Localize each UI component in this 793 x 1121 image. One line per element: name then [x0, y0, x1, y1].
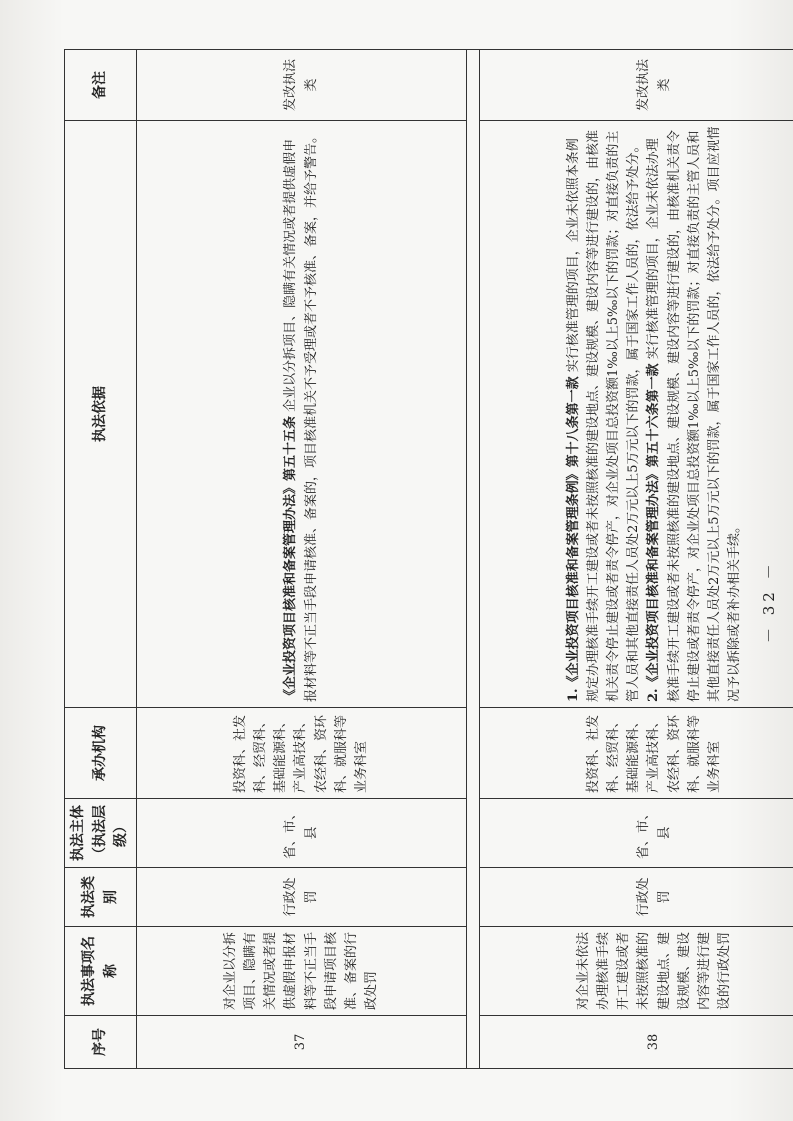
row-spacer	[467, 50, 480, 1069]
table-row	[480, 50, 793, 1069]
row-note: 发改执法类	[480, 50, 793, 121]
row-dept: 投资科、社发科、经贸科、基础能源科、产业高技科、农经科、资环科、就服科等业务科室	[137, 708, 467, 799]
header-basis: 执法依据	[65, 121, 137, 708]
row-name: 对企业未依法办理核准手续开工建设或者未按照核准的建设地点、建设规模、建设内容等进行建设的行政处罚	[480, 927, 793, 1016]
basis-paragraph	[281, 126, 321, 702]
header-subject: 执法主体（执法层级）	[65, 799, 137, 868]
header-type: 执法类别	[65, 868, 137, 927]
row-subject: 省、市、县	[137, 799, 467, 868]
row-subject: 省、市、县	[480, 799, 793, 868]
basis-text: 实行核准管理的项目，企业未依法办理核准手续开工建设或者未按照核准的建设地点、建设规模、建设内容等进行建设的，由核准机关责令停止建设或者责令停产，对企业处项目总投资额1‰以上5‰以下的罚款；对直接负责的主管人员和其他直接责任人员处2万元以上5万元以下的罚款，属于国家工作人员的，依法给予处分。项目应视情况予以拆除或者补办相关手续。	[646, 126, 743, 702]
basis-title: 1.《企业投资项目核准和备案管理条例》第十八条第一款	[565, 376, 581, 702]
table-row	[137, 50, 467, 1069]
row-seq: 37	[137, 1016, 467, 1069]
row-basis	[137, 121, 467, 708]
basis-text: 企业以分拆项目、隐瞒有关情况或者提供虚假申报材料等不正当手段申请核准、备案的，项目核准机关不予受理或者不予核准、备案，并给予警告。	[283, 129, 319, 702]
basis-paragraph	[644, 126, 745, 702]
row-note: 发改执法类	[137, 50, 467, 121]
row-basis	[480, 121, 793, 708]
row-type: 行政处罚	[137, 868, 467, 927]
basis-paragraph	[564, 126, 645, 702]
row-name: 对企业以分拆项目、隐瞒有关情况或者提供虚假申报材料等不正当手段申请项目核准、备案的行政处罚	[137, 927, 467, 1016]
header-seq: 序号	[65, 1016, 137, 1069]
header-note: 备注	[65, 50, 137, 121]
enforcement-table	[64, 49, 793, 1069]
basis-text: 实行核准管理的项目，企业未依照本条例规定办理核准手续开工建设或者未按照核准的建设地点、建设规模、建设内容等进行建设的，由核准机关责令停止建设或者责令停产，对企业处项目总投资额1‰以上5‰以下的罚款；对直接负责的主管人员和其他直接责任人员处2万元以上5万元以下的罚款，属于国家工作人员的，依法给予处分。	[565, 129, 642, 702]
page-number: － 32 －	[760, 560, 778, 643]
row-seq: 38	[480, 1016, 793, 1069]
basis-title: 2.《企业投资项目核准和备案管理办法》第五十六条第一款	[646, 363, 662, 702]
row-type: 行政处罚	[480, 868, 793, 927]
header-name: 执法事项名称	[65, 927, 137, 1016]
table-header-row	[65, 50, 137, 1069]
basis-title: 《企业投资项目核准和备案管理办法》第五十五条	[283, 415, 299, 702]
row-dept: 投资科、社发科、经贸科、基础能源科、产业高技科、农经科、资环科、就服科等业务科室	[480, 708, 793, 799]
header-dept: 承办机构	[65, 708, 137, 799]
